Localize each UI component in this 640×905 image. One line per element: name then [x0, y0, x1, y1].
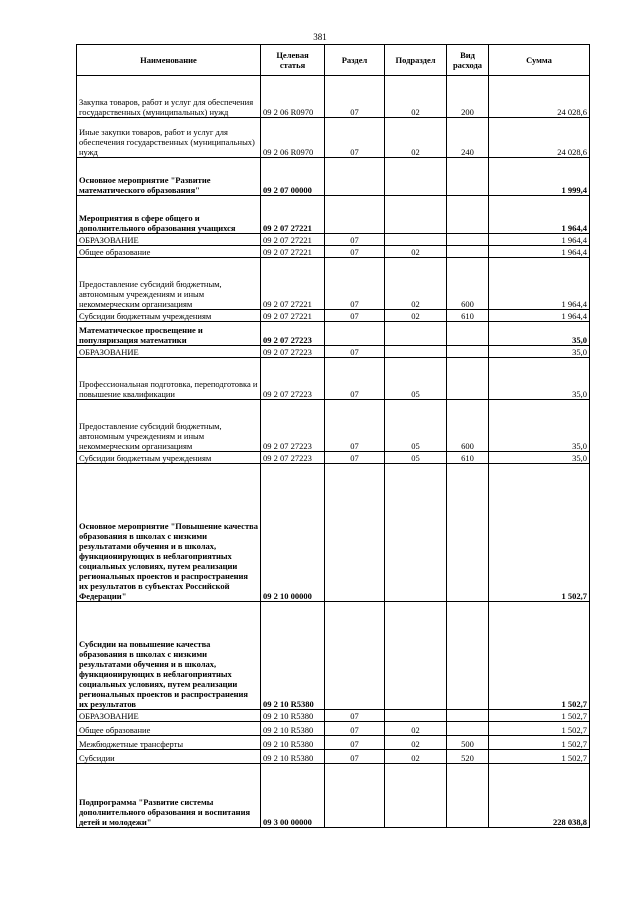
cell-name: Предоставление субсидий бюджетным, автономным учреждениям и иным некоммерческим организациям [77, 258, 261, 310]
table-header-row [77, 45, 590, 76]
cell-code: 09 2 10 R5380 [261, 710, 325, 722]
cell-name: Общее образование [77, 722, 261, 736]
cell-code: 09 2 10 R5380 [261, 736, 325, 750]
cell-subsection: 02 [385, 310, 447, 322]
cell-subsection: 02 [385, 750, 447, 764]
cell-expense-type: 610 [447, 452, 489, 464]
cell-expense-type [447, 710, 489, 722]
table-row [77, 710, 590, 722]
cell-amount: 1 502,7 [489, 722, 590, 736]
table-row [77, 750, 590, 764]
table-row [77, 118, 590, 158]
cell-section: 07 [325, 246, 385, 258]
cell-section: 07 [325, 76, 385, 118]
cell-code: 09 2 06 R0970 [261, 118, 325, 158]
cell-expense-type: 520 [447, 750, 489, 764]
cell-section: 07 [325, 310, 385, 322]
cell-expense-type [447, 196, 489, 234]
table-row [77, 400, 590, 452]
cell-section: 07 [325, 722, 385, 736]
cell-expense-type: 610 [447, 310, 489, 322]
cell-code: 09 3 00 00000 [261, 764, 325, 828]
table-row [77, 358, 590, 400]
cell-amount: 228 038,8 [489, 764, 590, 828]
cell-code: 09 2 10 00000 [261, 464, 325, 602]
table-row [77, 246, 590, 258]
cell-section: 07 [325, 234, 385, 246]
cell-subsection [385, 764, 447, 828]
cell-amount: 1 964,4 [489, 234, 590, 246]
cell-amount: 1 964,4 [489, 196, 590, 234]
cell-section [325, 464, 385, 602]
cell-amount: 35,0 [489, 346, 590, 358]
cell-code: 09 2 07 27223 [261, 400, 325, 452]
cell-subsection [385, 710, 447, 722]
cell-amount: 1 502,7 [489, 736, 590, 750]
cell-section: 07 [325, 736, 385, 750]
cell-code: 09 2 10 R5380 [261, 750, 325, 764]
cell-subsection [385, 322, 447, 346]
cell-amount: 35,0 [489, 400, 590, 452]
cell-subsection: 05 [385, 400, 447, 452]
cell-section [325, 158, 385, 196]
cell-section [325, 602, 385, 710]
cell-expense-type [447, 722, 489, 736]
cell-name: Межбюджетные трансферты [77, 736, 261, 750]
cell-amount: 24 028,6 [489, 76, 590, 118]
cell-name: Основное мероприятие "Развитие математического образования" [77, 158, 261, 196]
cell-section: 07 [325, 400, 385, 452]
cell-expense-type [447, 346, 489, 358]
table-row [77, 722, 590, 736]
cell-subsection: 05 [385, 358, 447, 400]
cell-section: 07 [325, 346, 385, 358]
cell-amount: 1 502,7 [489, 602, 590, 710]
cell-code: 09 2 06 R0970 [261, 76, 325, 118]
cell-name: Субсидии бюджетным учреждениям [77, 310, 261, 322]
column-header-code: Целевая статья [261, 45, 325, 76]
cell-name: Мероприятия в сфере общего и дополнительного образования учащихся [77, 196, 261, 234]
cell-code: 09 2 07 27223 [261, 346, 325, 358]
cell-code: 09 2 07 27221 [261, 246, 325, 258]
table-row [77, 310, 590, 322]
cell-amount: 1 502,7 [489, 710, 590, 722]
cell-amount: 1 502,7 [489, 464, 590, 602]
cell-name: Профессиональная подготовка, переподготовка и повышение квалификации [77, 358, 261, 400]
cell-expense-type: 600 [447, 258, 489, 310]
cell-name: Общее образование [77, 246, 261, 258]
cell-section [325, 764, 385, 828]
cell-subsection [385, 602, 447, 710]
cell-name: Субсидии [77, 750, 261, 764]
cell-section: 07 [325, 452, 385, 464]
cell-expense-type [447, 358, 489, 400]
cell-expense-type: 200 [447, 76, 489, 118]
cell-expense-type: 600 [447, 400, 489, 452]
cell-expense-type [447, 602, 489, 710]
cell-code: 09 2 07 27223 [261, 358, 325, 400]
cell-name: Подпрограмма "Развитие системы дополнительного образования и воспитания детей и молодежи" [77, 764, 261, 828]
cell-subsection: 02 [385, 736, 447, 750]
table-row [77, 736, 590, 750]
cell-amount: 24 028,6 [489, 118, 590, 158]
cell-code: 09 2 07 27221 [261, 234, 325, 246]
cell-code: 09 2 10 R5380 [261, 602, 325, 710]
cell-code: 09 2 07 27223 [261, 452, 325, 464]
cell-expense-type: 500 [447, 736, 489, 750]
budget-table [76, 44, 590, 828]
cell-subsection: 02 [385, 258, 447, 310]
cell-section: 07 [325, 750, 385, 764]
cell-amount: 1 964,4 [489, 246, 590, 258]
cell-expense-type [447, 246, 489, 258]
cell-name: ОБРАЗОВАНИЕ [77, 234, 261, 246]
table-row [77, 602, 590, 710]
cell-expense-type: 240 [447, 118, 489, 158]
cell-amount: 35,0 [489, 322, 590, 346]
cell-expense-type [447, 158, 489, 196]
cell-name: ОБРАЗОВАНИЕ [77, 710, 261, 722]
cell-subsection: 02 [385, 246, 447, 258]
cell-code: 09 2 07 27221 [261, 310, 325, 322]
cell-name: Закупка товаров, работ и услуг для обеспечения государственных (муниципальных) нужд [77, 76, 261, 118]
cell-amount: 35,0 [489, 358, 590, 400]
cell-name: Математическое просвещение и популяризация математики [77, 322, 261, 346]
cell-expense-type [447, 464, 489, 602]
table-row [77, 234, 590, 246]
cell-amount: 35,0 [489, 452, 590, 464]
cell-section: 07 [325, 118, 385, 158]
cell-name: Субсидии бюджетным учреждениям [77, 452, 261, 464]
table-row [77, 196, 590, 234]
table-row [77, 76, 590, 118]
cell-name: Основное мероприятие "Повышение качества образования в школах с низкими результатами обучения и в школах, функционирующих в неблагоприятных социальных условиях, путем реализации региональных проектов и распространения их результатов в субъектах Российской Федерации" [77, 464, 261, 602]
column-header-expense-type: Вид расхода [447, 45, 489, 76]
cell-subsection: 02 [385, 722, 447, 736]
cell-name: Предоставление субсидий бюджетным, автономным учреждениям и иным некоммерческим организациям [77, 400, 261, 452]
cell-amount: 1 999,4 [489, 158, 590, 196]
cell-subsection [385, 346, 447, 358]
table-row [77, 346, 590, 358]
cell-subsection: 02 [385, 118, 447, 158]
column-header-amount: Сумма [489, 45, 590, 76]
table-row [77, 764, 590, 828]
cell-expense-type [447, 764, 489, 828]
cell-section: 07 [325, 258, 385, 310]
cell-section [325, 322, 385, 346]
table-row [77, 258, 590, 310]
cell-amount: 1 964,4 [489, 258, 590, 310]
cell-amount: 1 964,4 [489, 310, 590, 322]
cell-expense-type [447, 234, 489, 246]
cell-subsection [385, 196, 447, 234]
column-header-subsection: Подраздел [385, 45, 447, 76]
cell-subsection: 05 [385, 452, 447, 464]
table-row [77, 464, 590, 602]
cell-subsection [385, 158, 447, 196]
table-row [77, 158, 590, 196]
cell-amount: 1 502,7 [489, 750, 590, 764]
page-number: 381 [313, 32, 327, 42]
cell-subsection [385, 234, 447, 246]
cell-name: Субсидии на повышение качества образования в школах с низкими результатами обучения и в школах, функционирующих в неблагоприятных социальных условиях, путем реализации региональных проектов и распространения их результатов [77, 602, 261, 710]
cell-subsection: 02 [385, 76, 447, 118]
cell-section [325, 196, 385, 234]
table-row [77, 452, 590, 464]
table-row [77, 322, 590, 346]
cell-name: ОБРАЗОВАНИЕ [77, 346, 261, 358]
cell-subsection [385, 464, 447, 602]
cell-code: 09 2 07 00000 [261, 158, 325, 196]
cell-code: 09 2 07 27221 [261, 258, 325, 310]
cell-expense-type [447, 322, 489, 346]
cell-code: 09 2 07 27223 [261, 322, 325, 346]
cell-name: Иные закупки товаров, работ и услуг для обеспечения государственных (муниципальных) нужд [77, 118, 261, 158]
cell-code: 09 2 10 R5380 [261, 722, 325, 736]
column-header-name: Наименование [77, 45, 261, 76]
cell-section: 07 [325, 710, 385, 722]
column-header-section: Раздел [325, 45, 385, 76]
cell-code: 09 2 07 27221 [261, 196, 325, 234]
cell-section: 07 [325, 358, 385, 400]
